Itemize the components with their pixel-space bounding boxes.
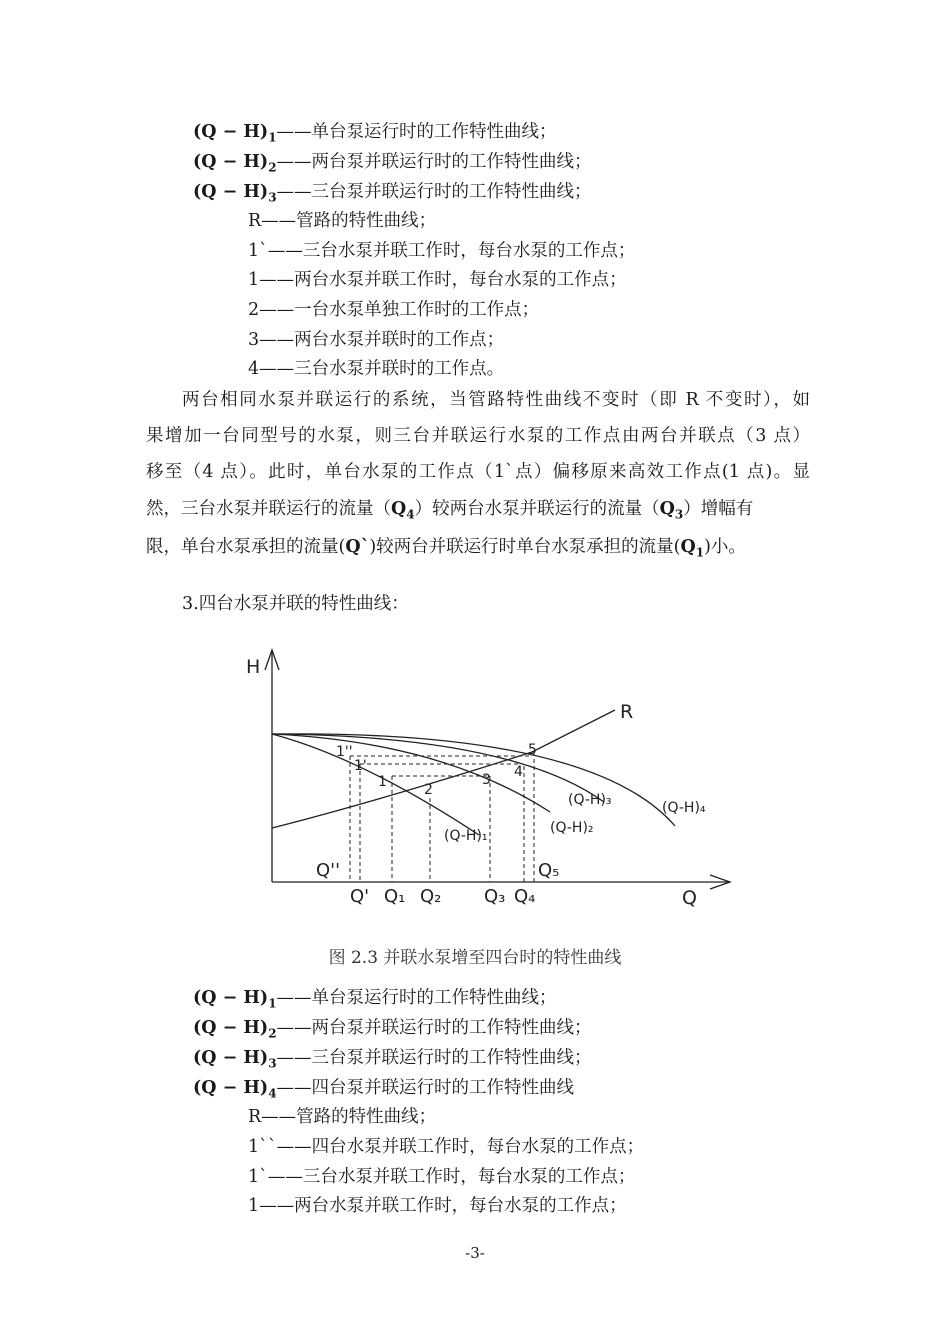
qh3-curve — [272, 734, 604, 802]
text-run: 限，单台水泵承担的流量( — [146, 537, 346, 557]
definition-text: ——三台泵并联运行时的工作特性曲线； — [276, 1048, 592, 1068]
q-label-q1: Q₁ — [384, 886, 406, 907]
definition-qh4-bottom — [193, 1076, 574, 1106]
point-label-3: 3 — [482, 772, 491, 788]
definition-qh1-bottom — [193, 986, 557, 1016]
q-label-q2: Q₂ — [420, 886, 442, 907]
definition-point-4: 4——三台水泵并联时的工作点。 — [248, 359, 505, 379]
paragraph-line-4 — [146, 497, 810, 527]
definition-r-bottom: R——管路的特性曲线； — [248, 1107, 437, 1127]
math-symbol: $(Q - H)_3$ — [193, 182, 277, 205]
definition-qh1 — [193, 120, 557, 150]
math-symbol: $(Q - H)_2$ — [193, 152, 277, 175]
definition-text: ——四台泵并联运行时的工作特性曲线 — [276, 1078, 575, 1098]
axis-label-q: Q — [682, 887, 697, 909]
math-q1: $Q_1$ — [680, 537, 705, 560]
math-symbol: $(Q - H)_1$ — [193, 988, 277, 1011]
math-symbol: $(Q - H)_4$ — [193, 1078, 277, 1101]
definition-qh3 — [193, 180, 592, 210]
label-qh4: (Q-H)₄ — [662, 800, 706, 816]
q-label-q3: Q₃ — [484, 886, 506, 907]
definition-point-2: 2——一台水泵单独工作时的工作点； — [248, 300, 540, 320]
page-number: -3- — [465, 1244, 485, 1262]
paragraph-line-3: 移至（4 点）。此时，单台水泵的工作点（1`点）偏移原来高效工作点(1 点)。显 — [146, 462, 810, 482]
math-q3: $Q_3$ — [659, 499, 684, 522]
qh2-curve — [272, 734, 550, 812]
q-label-q4: Q₄ — [514, 886, 536, 907]
text-run: ）增幅有 — [683, 499, 754, 519]
point-label-5: 5 — [528, 742, 537, 758]
text-run: )小。 — [704, 537, 746, 557]
math-symbol: $(Q - H)_2$ — [193, 1018, 277, 1041]
math-symbol: $(Q - H)_1$ — [193, 122, 277, 145]
text-run: 然，三台水泵并联运行的流量（ — [146, 499, 391, 519]
label-qh3: (Q-H)₃ — [568, 792, 612, 808]
definition-point-1-bottom: 1——两台水泵并联工作时，每台水泵的工作点； — [248, 1196, 627, 1216]
figure-caption: 图 2.3 并联水泵增至四台时的特性曲线 — [328, 948, 622, 968]
text-run: ）较两台水泵并联运行的流量（ — [414, 499, 660, 519]
paragraph-line-5 — [146, 535, 810, 565]
definition-point-1p-bottom: 1`——三台水泵并联工作时，每台水泵的工作点； — [248, 1167, 636, 1187]
section-heading: 3.四台水泵并联的特性曲线： — [182, 594, 409, 614]
math-q4: $Q_4$ — [391, 499, 415, 522]
characteristic-curve-diagram — [232, 640, 742, 930]
definition-text: ——两台泵并联运行时的工作特性曲线； — [276, 1018, 592, 1038]
definition-point-1prime: 1`——三台水泵并联工作时，每台水泵的工作点； — [248, 241, 636, 261]
point-label-1: 1 — [378, 774, 387, 790]
definition-text: ——单台泵运行时的工作特性曲线； — [276, 122, 557, 142]
guide-lines — [350, 752, 534, 882]
figure-pump-curves — [232, 640, 742, 930]
definition-text: ——三台泵并联运行时的工作特性曲线； — [276, 182, 592, 202]
definition-text: ——两台泵并联运行时的工作特性曲线； — [276, 152, 592, 172]
point-label-1pp: 1'' — [336, 744, 353, 760]
q-label-q5: Q₅ — [538, 860, 560, 881]
text-run: )较两台并联运行时单台水泵承担的流量( — [369, 537, 681, 557]
q-label-qpp: Q'' — [316, 860, 341, 881]
point-label-4: 4 — [514, 764, 523, 780]
label-r: R — [620, 701, 634, 723]
math-symbol: $(Q - H)_3$ — [193, 1048, 277, 1071]
point-label-2: 2 — [424, 782, 433, 798]
paragraph-line-1: 两台相同水泵并联运行的系统，当管路特性曲线不变时（即 R 不变时），如 — [182, 390, 810, 410]
definition-point-1: 1——两台水泵并联工作时，每台水泵的工作点； — [248, 270, 627, 290]
definition-point-1pp-bottom: 1``——四台水泵并联工作时，每台水泵的工作点； — [248, 1137, 645, 1157]
definition-text: ——单台泵运行时的工作特性曲线； — [276, 988, 557, 1008]
r-curve — [272, 710, 615, 828]
definition-point-3: 3——两台水泵并联时的工作点； — [248, 330, 505, 350]
point-label-1p: 1' — [354, 758, 367, 774]
math-qprime: Q` — [345, 537, 370, 557]
definition-qh2-bottom — [193, 1016, 592, 1046]
label-qh2: (Q-H)₂ — [550, 820, 594, 836]
axis-label-h: H — [246, 656, 261, 678]
definition-r: R——管路的特性曲线； — [248, 211, 437, 231]
definition-qh3-bottom — [193, 1046, 592, 1076]
q-label-qp: Q' — [350, 886, 370, 907]
label-qh1: (Q-H)₁ — [444, 828, 488, 844]
definition-qh2 — [193, 150, 592, 180]
paragraph-line-2: 果增加一台同型号的水泵，则三台并联运行水泵的工作点由两台并联点（3 点） — [146, 426, 810, 446]
